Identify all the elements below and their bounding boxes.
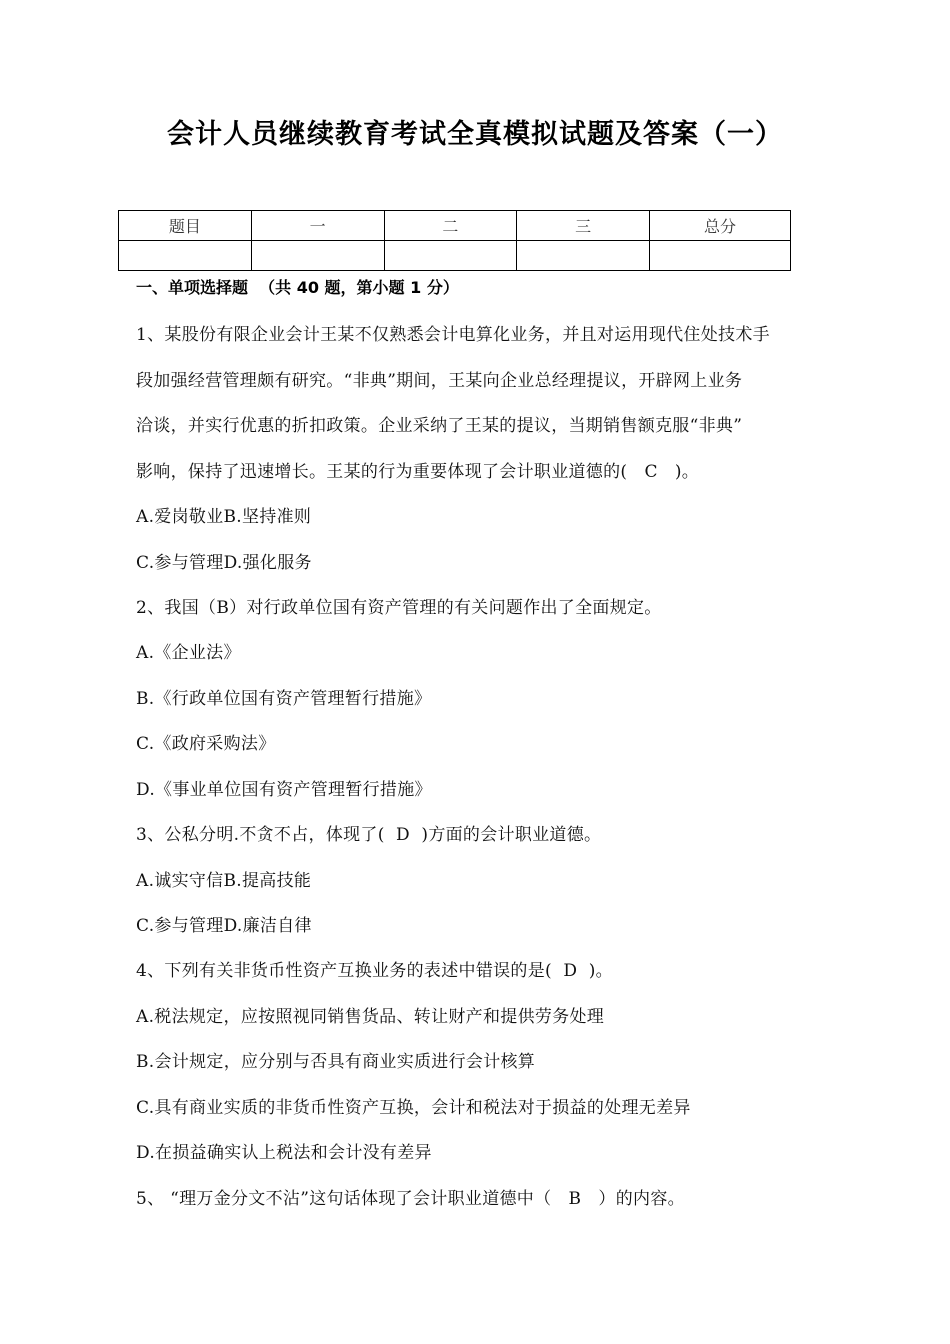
score-value-cell	[517, 241, 650, 271]
score-header-cell: 题目	[119, 211, 252, 241]
question-4-text: 4、下列有关非货币性资产互换业务的表述中错误的是( D )。	[136, 961, 613, 981]
score-value-cell	[384, 241, 517, 271]
score-table-header-row	[119, 211, 791, 241]
score-header-cell: 总分	[650, 211, 791, 241]
score-value-cell	[251, 241, 384, 271]
question-3-options: C.参与管理D.廉洁自律	[136, 916, 312, 936]
question-1-text: 段加强经营管理颇有研究。“非典”期间，王某向企业总经理提议，开辟网上业务	[136, 371, 743, 391]
question-3-text: 3、公私分明.不贪不占，体现了( D )方面的会计职业道德。	[136, 825, 602, 845]
score-header-cell: 三	[517, 211, 650, 241]
score-value-cell	[119, 241, 252, 271]
score-value-cell	[650, 241, 791, 271]
question-2-option: B.《行政单位国有资产管理暂行措施》	[136, 689, 432, 709]
question-5-text: 5、 “理万金分文不沾”这句话体现了会计职业道德中（ B ）的内容。	[136, 1189, 685, 1209]
page-title: 会计人员继续教育考试全真模拟试题及答案（一）	[167, 119, 783, 150]
question-1-text: 洽谈，并实行优惠的折扣政策。企业采纳了王某的提议，当期销售额克服“非典”	[136, 416, 743, 436]
question-2-option: D.《事业单位国有资产管理暂行措施》	[136, 780, 432, 800]
question-3-options: A.诚实守信B.提高技能	[136, 871, 312, 891]
question-1-text: 影响，保持了迅速增长。王某的行为重要体现了会计职业道德的( C )。	[136, 462, 700, 482]
question-4-option: B.会计规定，应分别与否具有商业实质进行会计核算	[136, 1052, 536, 1072]
question-2-option: C.《政府采购法》	[136, 734, 276, 754]
question-2-text: 2、我国（B）对行政单位国有资产管理的有关问题作出了全面规定。	[136, 598, 662, 618]
question-2-option: A.《企业法》	[136, 643, 241, 663]
score-header-cell: 二	[384, 211, 517, 241]
section-title: 一、单项选择题 （共 40 题，第小题 1 分）	[136, 278, 459, 297]
question-4-option: A.税法规定，应按照视同销售货品、转让财产和提供劳务处理	[136, 1007, 605, 1027]
question-4-option: D.在损益确实认上税法和会计没有差异	[136, 1143, 432, 1163]
score-table-value-row	[119, 241, 791, 271]
question-4-option: C.具有商业实质的非货币性资产互换，会计和税法对于损益的处理无差异	[136, 1098, 691, 1118]
score-header-cell: 一	[251, 211, 384, 241]
question-1-options: A.爱岗敬业B.坚持准则	[136, 507, 312, 527]
score-table	[118, 210, 791, 271]
question-1-text: 1、某股份有限企业会计王某不仅熟悉会计电算化业务，并且对运用现代住处技术手	[136, 325, 770, 345]
question-1-options: C.参与管理D.强化服务	[136, 553, 312, 573]
